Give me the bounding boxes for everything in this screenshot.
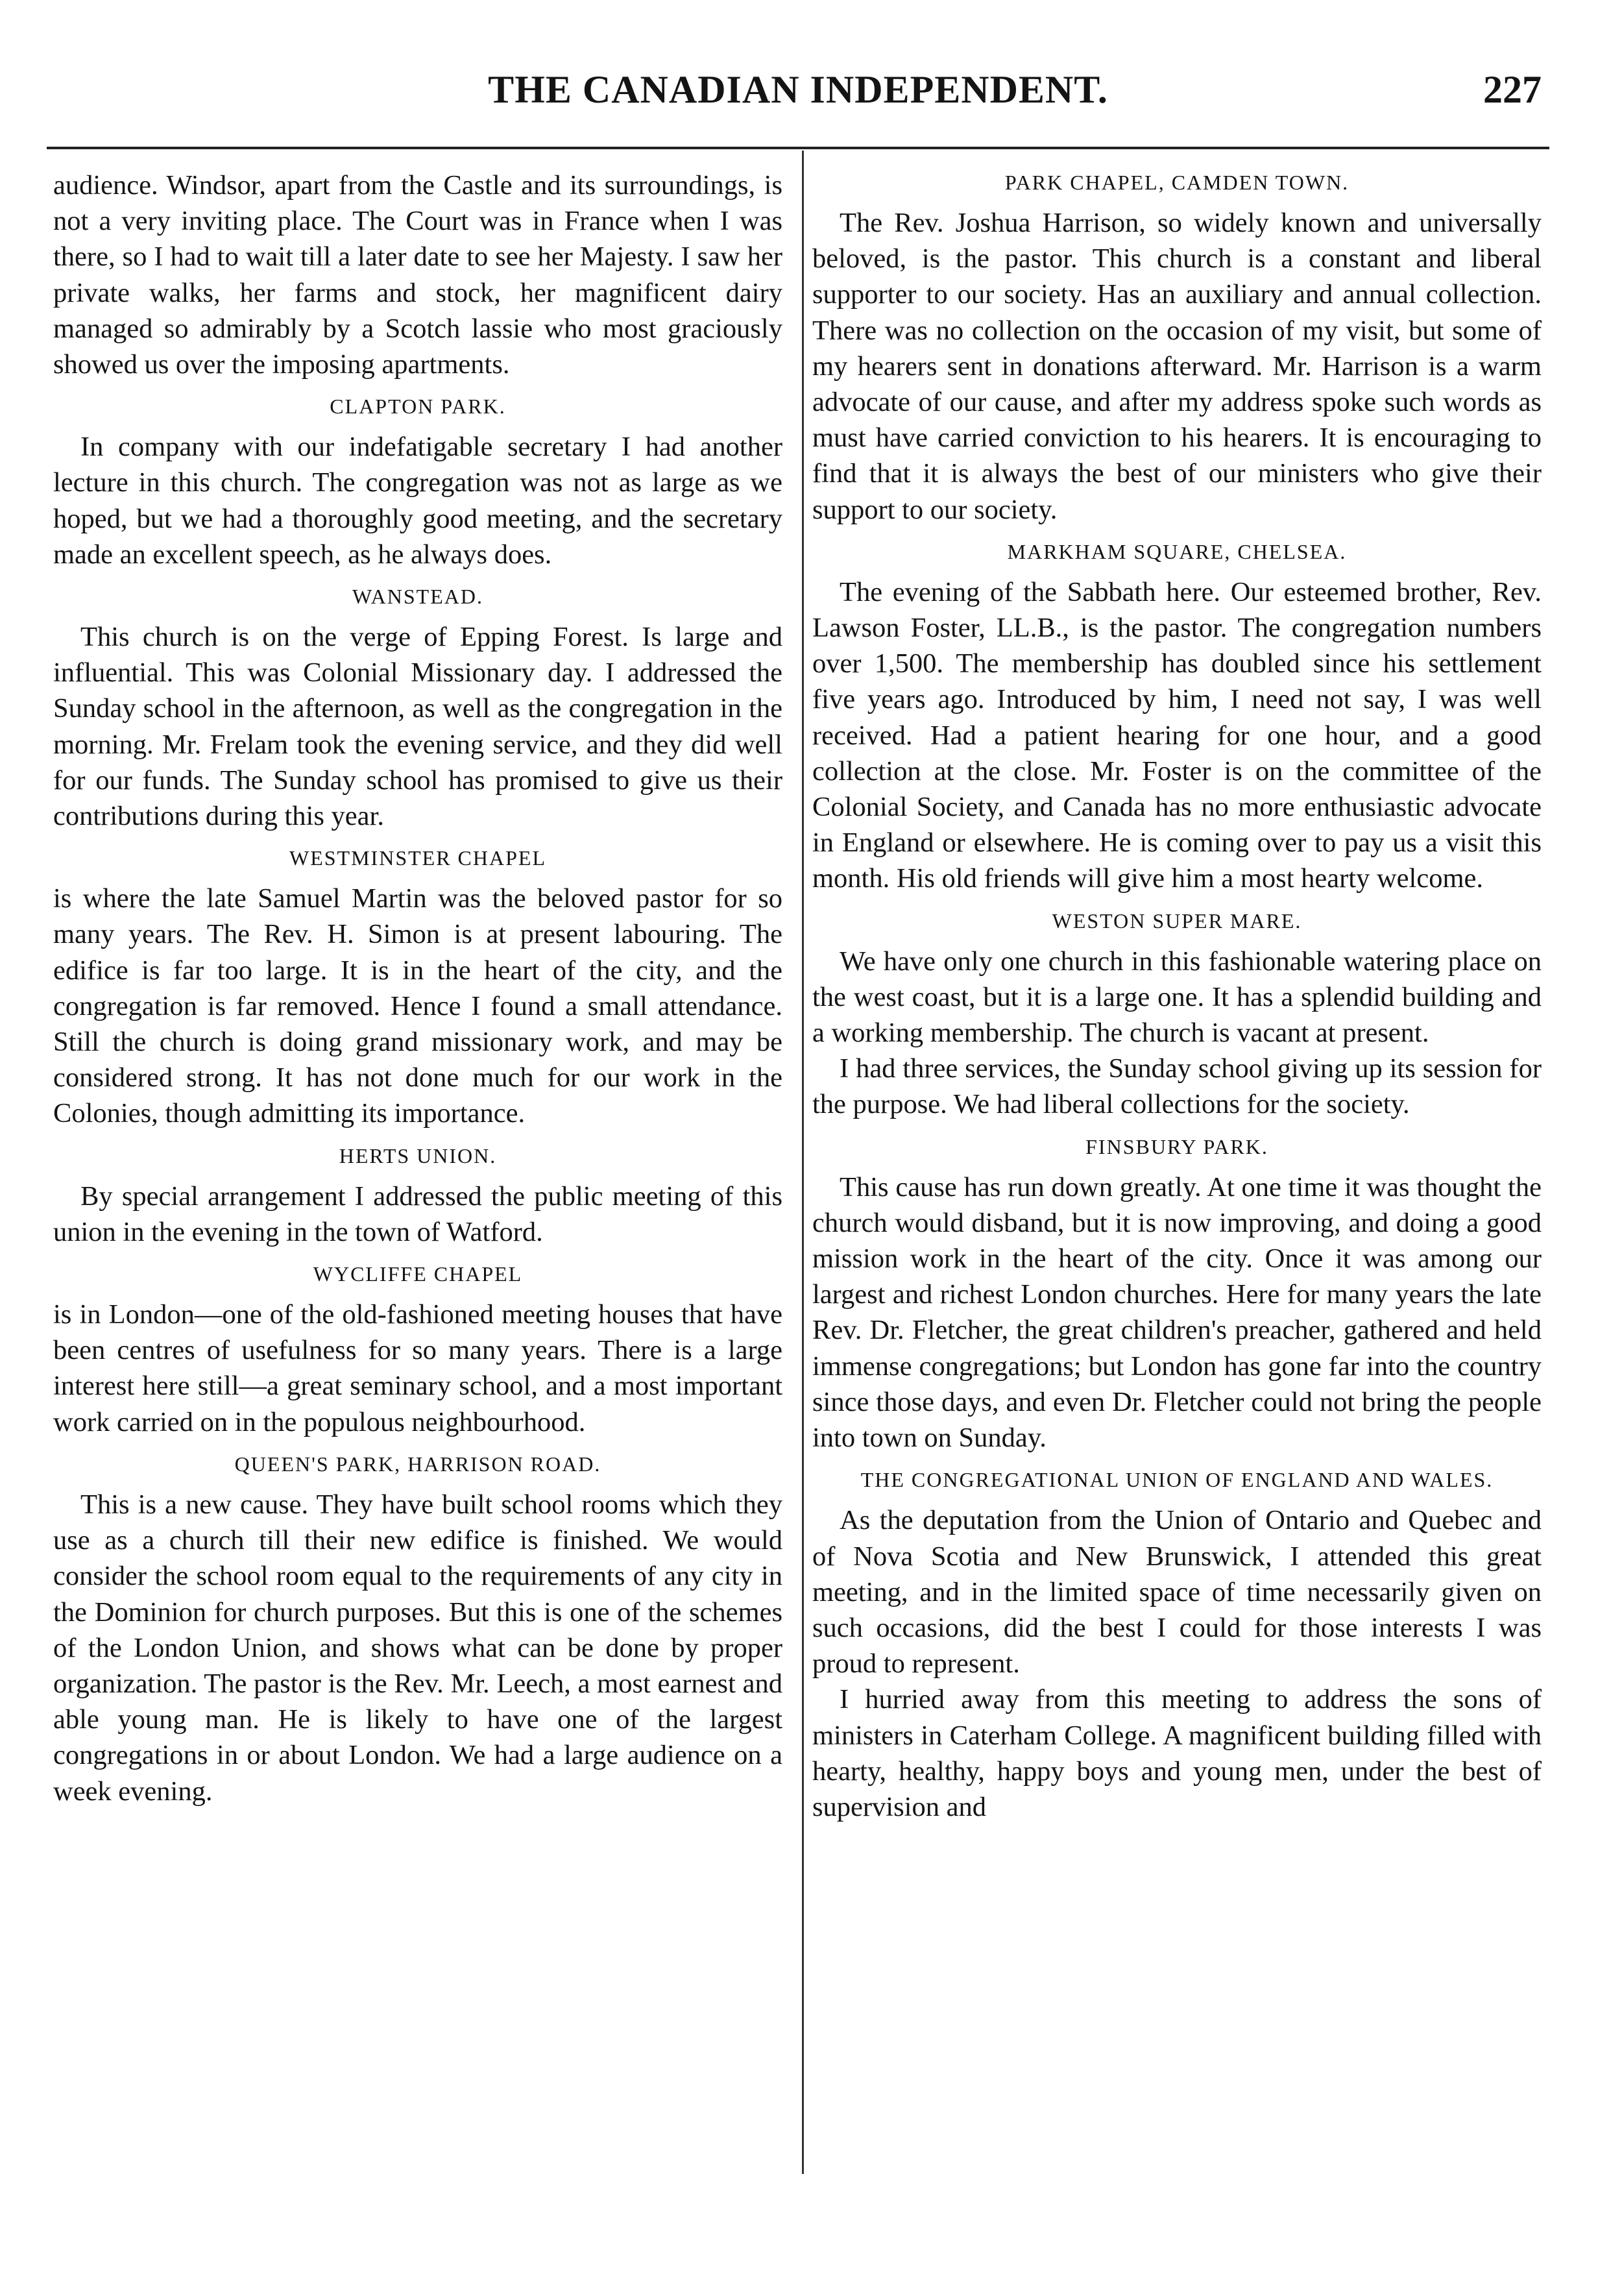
section-heading: FINSBURY PARK. xyxy=(1085,1134,1268,1158)
journal-title: THE CANADIAN INDEPENDENT. xyxy=(488,68,1108,111)
paragraph: The Rev. Joshua Harrison, so widely known and universally beloved, is the pastor. This church is a constant and liberal supporter to our society. Has an auxiliary and annual collection. There was no collection on the occasion of my visit, but some of my hearers sent in donations afterward. Mr. Harrison is a warm advocate of our cause, and after my address spoke such words as must have carried conviction to his hearers. It is encouraging to find that it is always the best of our ministers who give their support to our society. xyxy=(812,208,1542,525)
page-number: 227 xyxy=(1483,68,1542,111)
section-heading: CLAPTON PARK. xyxy=(330,395,506,419)
paragraph: As the deputation from the Union of Ontario and Quebec and of Nova Scotia and New Brunswick, I attended this great meeting, and in the limited space of time necessarily given on such occasions, did the best I could for those interests I was proud to represent. xyxy=(812,1505,1542,1679)
paragraph: is where the late Samuel Martin was the beloved pastor for so many years. The Rev. H. Simon is at present labouring. The edifice is far too large. It is in the heart of the city, and the congregation is far removed. Hence I found a small attendance. Still the church is doing grand missionary work, and may be considered strong. It has not done much for our work in the Colonies, though admitting its importance. xyxy=(53,883,782,1129)
paragraph: This is a new cause. They have built school rooms which they use as a church till their new edifice is finished. We would consider the school room equal to the requirements of any city in the Dominion for church purposes. But this is one of the schemes of the London Union, and shows what can be done by proper organization. The pastor is the Rev. Mr. Leech, a most earnest and able young man. He is likely to have one of the largest congregations in or about London. We had a large audience on a week evening. xyxy=(53,1489,782,1807)
section-heading: MARKHAM SQUARE, CHELSEA. xyxy=(1007,539,1347,563)
article-section xyxy=(812,1132,1542,1456)
section-heading: PARK CHAPEL, CAMDEN TOWN. xyxy=(1004,171,1350,194)
article-section xyxy=(53,1141,782,1250)
section-heading: THE CONGREGATIONAL UNION OF ENGLAND AND WALES. xyxy=(860,1468,1494,1492)
header-rule xyxy=(47,147,1549,149)
page-header xyxy=(47,62,1549,134)
article-section xyxy=(53,167,782,382)
paragraph: is in London—one of the old-fashioned meeting houses that have been centres of usefulness for so many years. There is a large interest here still—a great seminary school, and a most important work carried on in the populous neighbourhood. xyxy=(53,1299,782,1437)
paragraph: The evening of the Sabbath here. Our esteemed brother, Rev. Lawson Foster, LL.B., is the pastor. The congregation numbers over 1,500. The membership has doubled since his settlement five years ago. Introduced by him, I need not say, I was well received. Had a patient hearing for one hour, and a good collection at the close. Mr. Foster is on the committee of the Colonial Society, and Canada has no more enthusiastic advocate in England or elsewhere. He is coming over to pay us a visit this month. His old friends will give him a most hearty welcome. xyxy=(812,576,1542,894)
section-heading: HERTS UNION. xyxy=(339,1143,497,1167)
paragraph: I hurried away from this meeting to address the sons of ministers in Caterham College. A magnificent building filled with hearty, healthy, happy boys and young men, under the best of supervision and xyxy=(812,1684,1542,1822)
section-heading: WESTMINSTER CHAPEL xyxy=(289,846,546,870)
article-section xyxy=(53,581,782,834)
article-section xyxy=(812,167,1542,528)
paragraph: In company with our indefatigable secretary I had another lecture in this church. The congregation was not as large as we hoped, but we had a thoroughly good meeting, and the secretary made an excellent speech, as he always does. xyxy=(53,432,782,570)
section-heading: WESTON SUPER MARE. xyxy=(1052,909,1302,933)
article-section xyxy=(53,1449,782,1809)
article-section xyxy=(53,843,782,1131)
paragraph: This church is on the verge of Epping Forest. Is large and influential. This was Colonial Missionary day. I addressed the Sunday school in the afternoon, as well as the congregation in the morning. Mr. Frelam took the evening service, and they did well for our funds. The Sunday school has promised to give us their contributions during this year. xyxy=(53,622,782,832)
section-heading: QUEEN'S PARK, HARRISON ROAD. xyxy=(234,1452,601,1476)
paragraph: This cause has run down greatly. At one time it was thought the church would disband, but it is now improving, and doing a good mission work in the heart of the city. Once it was among our largest and richest London churches. Here for many years the late Rev. Dr. Fletcher, the great children's preacher, gathered and held immense congregations; but London has gone far into the country since those days, and even Dr. Fletcher could not bring the people into town on Sunday. xyxy=(812,1171,1542,1454)
section-heading: WYCLIFFE CHAPEL xyxy=(313,1262,523,1286)
article-section xyxy=(812,906,1542,1123)
paragraph: I had three services, the Sunday school giving up its session for the purpose. We had liberal collections for the society. xyxy=(812,1053,1542,1120)
section-heading: WANSTEAD. xyxy=(352,585,483,609)
article-section xyxy=(812,537,1542,897)
paragraph: By special arrangement I addressed the public meeting of this union in the evening in the town of Watford. xyxy=(53,1180,782,1247)
column-divider xyxy=(802,151,804,2174)
article-section xyxy=(53,1259,782,1440)
article-section xyxy=(53,391,782,572)
paragraph: audience. Windsor, apart from the Castle and its surroundings, is not a very inviting place. The Court was in France when I was there, so I had to wait till a later date to see her Majesty. I saw her private walks, her farms and stock, her magnificent dairy managed so admirably by a Scotch lassie who most graciously showed us over the imposing apartments. xyxy=(53,170,782,380)
paragraph: We have only one church in this fashionable watering place on the west coast, but it is a large one. It has a splendid building and a working membership. The church is vacant at present. xyxy=(812,946,1542,1049)
article-section xyxy=(812,1465,1542,1825)
right-column xyxy=(812,167,1542,1825)
left-column xyxy=(53,167,782,1809)
